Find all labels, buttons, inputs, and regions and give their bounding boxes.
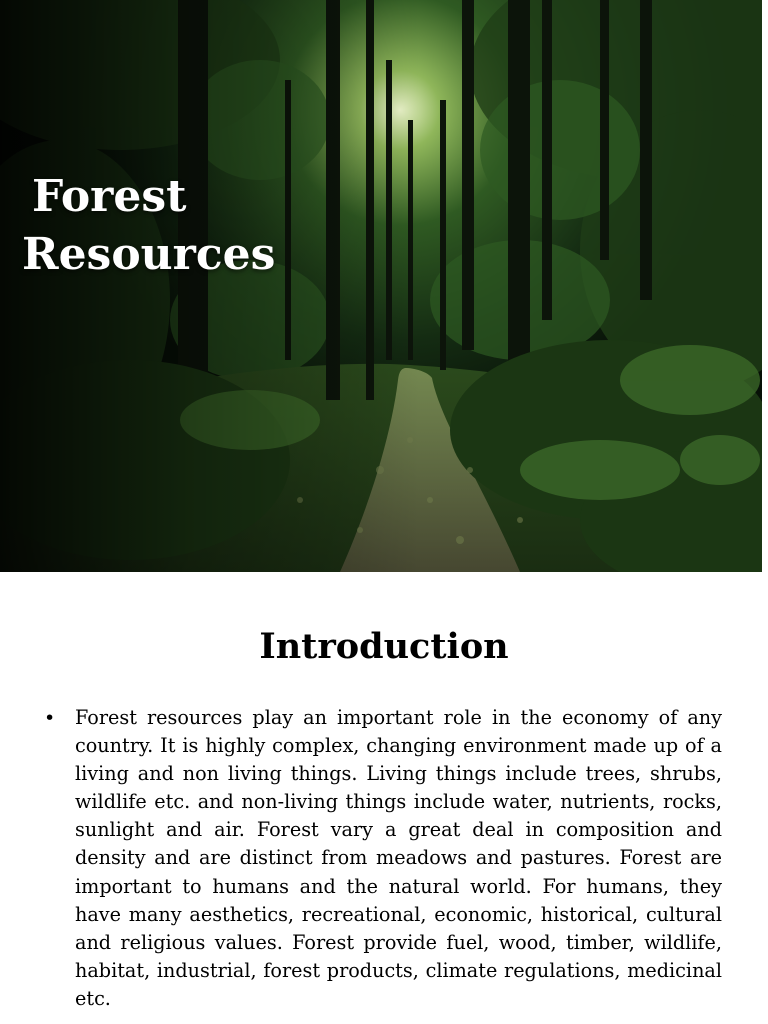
intro-paragraph: Forest resources play an important role in the economy of any country. It is highly complex, changing environment made up of a living and non living things. Living things include trees, shrubs, wildlife etc. and non-living things include water, nutrients, rocks, sunlight and air. Forest vary a great deal in composition and density and are distinct from meadows and pastures. Forest are important to humans and the natural world. For humans, they have many aesthetics, recreational, economic, historical, cultural and religious values. Forest provide fuel, wood, timber, wildlife, habitat, industrial, forest products, climate regulations, medicinal etc. [75,706,722,1010]
bullet-icon: • [44,707,56,729]
introduction-slide [0,572,768,1024]
cover-title-line2: Resources [22,229,276,280]
cover-title [22,168,275,284]
cover-title-line1: Forest [32,171,187,222]
list-item [42,704,722,1013]
intro-bullet-list [42,704,722,1013]
intro-heading: Introduction [259,626,509,667]
